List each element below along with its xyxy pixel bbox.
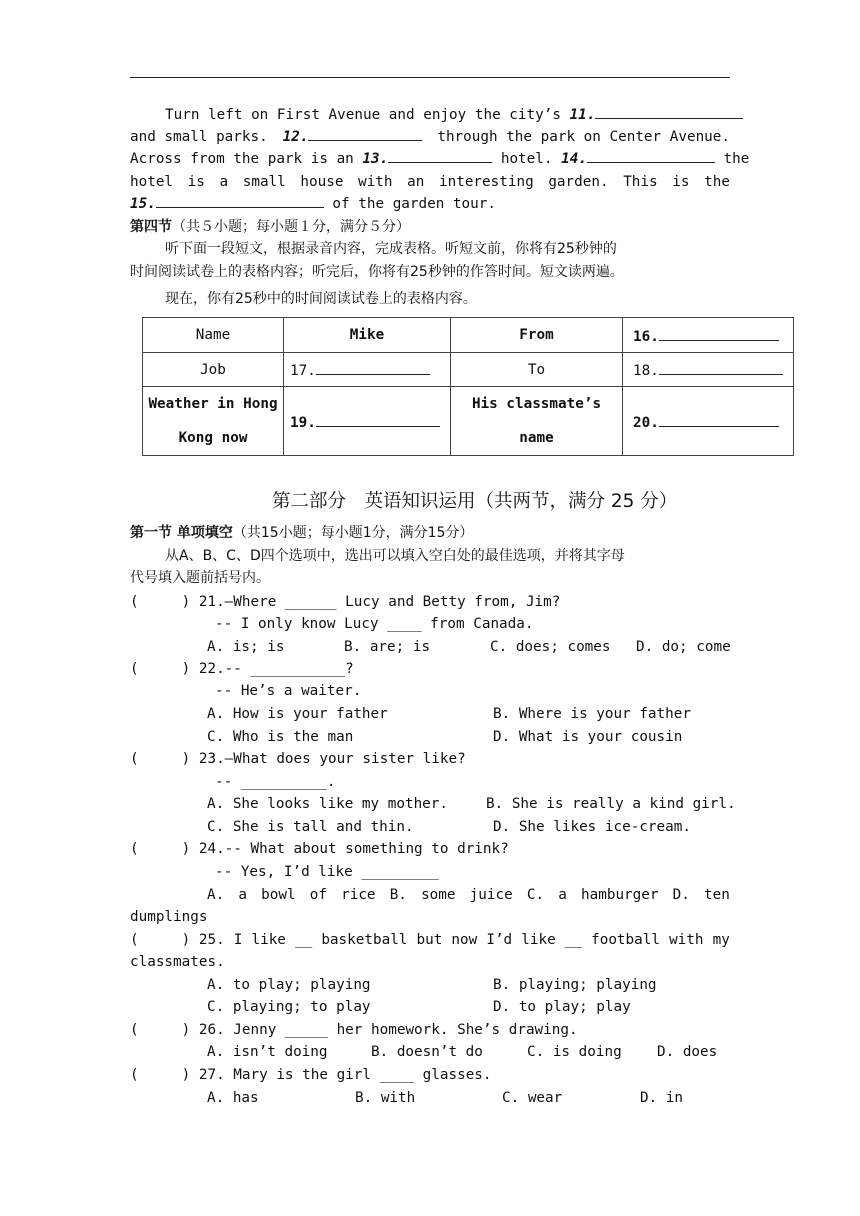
- option-d[interactable]: D. to play; play: [493, 999, 631, 1015]
- option-b[interactable]: B. are; is: [344, 639, 431, 655]
- option-d[interactable]: D. in: [640, 1090, 684, 1106]
- cell-text: name: [519, 430, 554, 446]
- answer-blank-18[interactable]: [659, 360, 783, 375]
- header-rule: [130, 77, 730, 78]
- question-number: ( ) 25.: [130, 932, 225, 948]
- question-26: ( ) 26. Jenny _____ her homework. She’s drawing.: [130, 1022, 578, 1038]
- table-cell: To: [451, 353, 623, 387]
- table-cell: [284, 387, 451, 456]
- option-c[interactable]: C. Who is the man: [207, 729, 354, 745]
- word: hamburger: [581, 887, 659, 903]
- passage-line-5: [130, 193, 496, 215]
- section1-heading-line: [130, 522, 473, 544]
- blank-number-12: 12.: [282, 129, 309, 145]
- word: ten: [704, 887, 730, 903]
- option-d[interactable]: D. What is your cousin: [493, 729, 683, 745]
- blank-number-13: 13.: [362, 151, 389, 167]
- word: a: [219, 174, 229, 190]
- table-row: [143, 318, 794, 353]
- option-a[interactable]: A. She looks like my mother.: [207, 796, 449, 812]
- instruction-line: 时间阅读试卷上的表格内容；听完后，你将有25秒钟的作答时间。短文读两遍。: [130, 264, 624, 280]
- word: rice: [341, 887, 376, 903]
- blank-number-19: 19.: [290, 414, 316, 431]
- answer-blank-20[interactable]: [659, 412, 779, 427]
- table-cell: [623, 318, 794, 353]
- instruction-line: 代号填入题前括号内。: [130, 570, 270, 586]
- answer-blank-13[interactable]: [388, 148, 492, 163]
- blank-number-14: 14.: [561, 151, 587, 167]
- table-cell: Job: [143, 353, 284, 387]
- blank-number-17: 17.: [290, 363, 316, 379]
- passage-text: and small parks.: [130, 129, 268, 145]
- question-25: [130, 929, 730, 951]
- option-b[interactable]: B. playing; playing: [493, 977, 657, 993]
- passage-line-4: [130, 171, 730, 193]
- question-24-options: [207, 884, 730, 906]
- word: football: [591, 932, 660, 948]
- option-d[interactable]: D. do; come: [636, 639, 731, 655]
- word: __: [564, 932, 583, 948]
- question-23: ( ) 23.—What does your sister like?: [130, 751, 466, 767]
- instruction-line: 听下面一段短文，根据录音内容，完成表格。听短文前，你将有25秒钟的: [165, 241, 617, 257]
- answer-blank-14[interactable]: [587, 148, 715, 163]
- table-row: [143, 353, 794, 387]
- passage-text: of the garden tour.: [323, 196, 496, 212]
- instruction-line: 现在，你有25秒中的时间阅读试卷上的表格内容。: [165, 291, 477, 307]
- section-note: （共15小题；每小题1分，满分15分）: [232, 525, 474, 541]
- table-cell: [143, 387, 284, 456]
- option-c[interactable]: C. does; comes: [490, 639, 611, 655]
- reply-line: -- __________.: [215, 774, 336, 790]
- instruction-line: 从A、B、C、D四个选项中，选出可以填入空白处的最佳选项，并将其字母: [165, 548, 625, 564]
- word: interesting: [439, 174, 534, 190]
- passage-line-2: [130, 126, 730, 148]
- option-b[interactable]: B. doesn’t do: [371, 1044, 483, 1060]
- word: a: [238, 887, 247, 903]
- part-title: 第二部分 英语知识运用（共两节，满分 25 分）: [272, 491, 678, 512]
- option-a[interactable]: A.: [207, 887, 225, 903]
- reply-line: -- Yes, I’d like _________: [215, 864, 439, 880]
- table-row: [143, 387, 794, 456]
- answer-blank-11[interactable]: [595, 104, 743, 119]
- question-22: ( ) 22.-- ___________?: [130, 661, 354, 677]
- option-c[interactable]: C.: [526, 887, 545, 903]
- word: basketball: [321, 932, 408, 948]
- blank-number-16: 16.: [633, 328, 659, 345]
- cell-text: Weather in Hong: [148, 396, 278, 412]
- option-a[interactable]: A. to play; playing: [207, 977, 371, 993]
- section-heading: 第四节: [130, 219, 172, 235]
- section4-heading-line: [130, 216, 410, 238]
- option-c[interactable]: C. wear: [502, 1090, 563, 1106]
- word: my: [712, 932, 730, 948]
- passage-text: Across from the park is an: [130, 151, 363, 167]
- table-cell: From: [451, 318, 623, 353]
- option-a[interactable]: A. is; is: [207, 639, 285, 655]
- word: juice: [469, 887, 513, 903]
- option-b[interactable]: B. with: [355, 1090, 416, 1106]
- option-wrap: dumplings: [130, 909, 208, 925]
- table-cell: [623, 353, 794, 387]
- reply-line: -- He’s a waiter.: [215, 683, 362, 699]
- question-24: ( ) 24.-- What about something to drink?: [130, 841, 509, 857]
- answer-blank-19[interactable]: [316, 412, 440, 427]
- passage-text: Turn left on First Avenue and enjoy the city’s: [165, 107, 570, 123]
- word: an: [407, 174, 425, 190]
- question-27: ( ) 27. Mary is the girl ____ glasses.: [130, 1067, 492, 1083]
- table-cell: [623, 387, 794, 456]
- word: is: [672, 174, 690, 190]
- cell-text: Kong now: [178, 430, 248, 446]
- word: This: [623, 174, 658, 190]
- passage-line-1: [165, 104, 743, 126]
- word: __: [295, 932, 313, 948]
- word: hotel: [130, 174, 174, 190]
- cell-text: His classmate’s: [471, 396, 602, 412]
- option-c[interactable]: C. playing; to play: [207, 999, 371, 1015]
- blank-number-11: 11.: [569, 107, 596, 123]
- passage-line-3: [130, 148, 749, 170]
- blank-number-15: 15.: [130, 196, 156, 212]
- option-d[interactable]: D. She likes ice-cream.: [493, 819, 691, 835]
- option-b[interactable]: B.: [389, 887, 407, 903]
- word: a: [558, 887, 567, 903]
- answer-blank-12[interactable]: [308, 126, 422, 141]
- word: bowl: [261, 887, 296, 903]
- word: I’d: [486, 932, 513, 948]
- word: now: [451, 932, 478, 948]
- option-c[interactable]: C. She is tall and thin.: [207, 819, 414, 835]
- word: house: [300, 174, 344, 190]
- blank-number-20: 20.: [633, 414, 659, 431]
- option-d[interactable]: D. does: [657, 1044, 718, 1060]
- answer-blank-16[interactable]: [659, 326, 779, 341]
- table-cell: Mike: [284, 318, 451, 353]
- word: small: [242, 174, 286, 190]
- option-d[interactable]: D.: [672, 887, 690, 903]
- passage-text: through the park on Center Avenue.: [437, 129, 730, 145]
- table-cell: Name: [143, 318, 284, 353]
- option-a[interactable]: A. isn’t doing: [207, 1044, 328, 1060]
- word: like: [521, 932, 556, 948]
- table-cell: [284, 353, 451, 387]
- stem-wrap: classmates.: [130, 954, 225, 970]
- option-c[interactable]: C. is doing: [527, 1044, 622, 1060]
- answer-blank-17[interactable]: [316, 360, 430, 375]
- section-heading: 第一节 单项填空: [130, 525, 233, 541]
- word: but: [416, 932, 443, 948]
- passage-text: hotel.: [492, 151, 562, 167]
- option-a[interactable]: A. has: [207, 1090, 259, 1106]
- blank-number-18: 18.: [633, 363, 659, 379]
- answer-blank-15[interactable]: [156, 193, 324, 208]
- section-note: （共５小题；每小题１分，满分５分）: [172, 219, 410, 235]
- word: the: [704, 174, 730, 190]
- question-21: ( ) 21.—Where ______ Lucy and Betty from, Jim?: [130, 594, 561, 610]
- passage-text: the: [714, 151, 750, 167]
- word: like: [251, 932, 286, 948]
- listening-table: [142, 317, 794, 456]
- reply-line: -- I only know Lucy ____ from Canada.: [215, 616, 534, 632]
- word: with: [358, 174, 393, 190]
- word: garden.: [548, 174, 609, 190]
- word: is: [187, 174, 205, 190]
- word: of: [309, 887, 327, 903]
- option-b[interactable]: B. Where is your father: [493, 706, 691, 722]
- word: I: [233, 932, 243, 948]
- table-cell: [451, 387, 623, 456]
- option-a[interactable]: A. How is your father: [207, 706, 388, 722]
- option-b[interactable]: B. She is really a kind girl.: [486, 796, 736, 812]
- word: with: [669, 932, 704, 948]
- word: some: [421, 887, 456, 903]
